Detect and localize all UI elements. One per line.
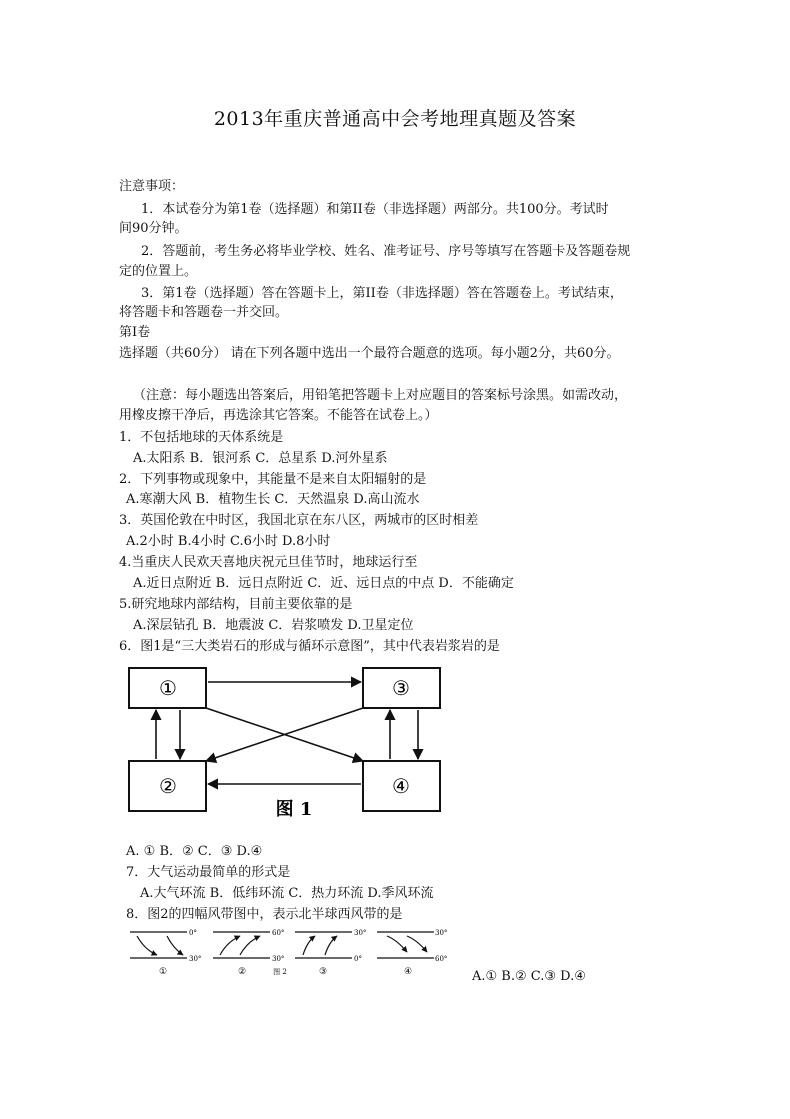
- question-7-options: A.大气环流 B．低纬环流 C．热力环流 D.季风环流: [140, 886, 434, 901]
- wind-panel-4: [377, 929, 447, 977]
- question-6: 6．图1是“三大类岩石的形成与循环示意图”，其中代表岩浆岩的是: [119, 639, 500, 654]
- note-line-6: 将答题卡和答题卷一并交回。: [119, 305, 289, 320]
- rock-cycle-diagram: [118, 660, 458, 830]
- wind-belt-diagram: [125, 922, 460, 984]
- question-2: 2．下列事物或现象中，其能量不是来自太阳辐射的是: [119, 472, 427, 487]
- panel-4-bottom-label: 60°: [435, 955, 448, 963]
- panel-1-bottom-label: 30°: [189, 955, 202, 963]
- panel-3-bottom-label: 0°: [354, 955, 362, 963]
- page-title: 2013年重庆普通高中会考地理真题及答案: [213, 108, 577, 130]
- note-line-3: 2．答题前，考生务必将毕业学校、姓名、准考证号、序号等填写在答题卡及答题卷规: [141, 244, 631, 259]
- question-3-options: A.2小时 B.4小时 C.6小时 D.8小时: [126, 534, 331, 549]
- note-line-1: 1．本试卷分为第1卷（选择题）和第II卷（非选择题）两部分。共100分。考试时: [141, 202, 609, 217]
- figure-2-caption: 图 2: [273, 968, 287, 976]
- panel-4-top-label: 30°: [435, 929, 448, 937]
- question-2-options: A.寒潮大风 B．植物生长 C．天然温泉 D.高山流水: [126, 492, 420, 507]
- box-3-label: ③: [392, 676, 410, 700]
- wind-panel-2: [213, 929, 287, 977]
- question-8: 8．图2的四幅风带图中，表示北半球西风带的是: [126, 907, 403, 922]
- panel-3-top-label: 30°: [354, 929, 367, 937]
- box-2-label: ②: [159, 774, 177, 798]
- question-1-options: A.太阳系 B．银河系 C．总星系 D.河外星系: [133, 451, 388, 466]
- figure-1-caption: 图 1: [275, 799, 313, 820]
- question-5: 5.研究地球内部结构，目前主要依靠的是: [119, 597, 353, 612]
- answer-note-line-1: （注意：每小题选出答案后，用铅笔把答题卡上对应题目的答案标号涂黑。如需改动，: [133, 388, 628, 403]
- note-line-5: 3．第1卷（选择题）答在答题卡上，第II卷（非选择题）答在答题卷上。考试结束，: [141, 286, 623, 301]
- note-line-2: 间90分钟。: [119, 221, 188, 236]
- question-5-options: A.深层钻孔 B．地震波 C．岩浆喷发 D.卫星定位: [133, 618, 414, 633]
- wind-panel-1: [130, 929, 201, 977]
- question-4-options: A.近日点附近 B．远日点附近 C．近、远日点的中点 D．不能确定: [133, 576, 514, 591]
- question-1: 1．不包括地球的天体系统是: [119, 430, 284, 445]
- wind-panel-3: [295, 929, 366, 977]
- panel-2-top-label: 60°: [272, 929, 285, 937]
- question-3: 3．英国伦敦在中时区，我国北京在东八区，两城市的区时相差: [119, 513, 479, 528]
- answer-note-line-2: 用橡皮擦干净后，再选涂其它答案。不能答在试卷上。）: [119, 408, 438, 423]
- section-instruction: 选择题（共60分） 请在下列各题中选出一个最符合题意的选项。每小题2分，共60分。: [119, 346, 620, 361]
- panel-1-number: ①: [158, 967, 168, 977]
- panel-3-number: ③: [318, 967, 328, 977]
- question-7: 7．大气运动最简单的形式是: [126, 865, 291, 880]
- note-line-4: 定的位置上。: [119, 264, 198, 279]
- panel-2-number: ②: [237, 967, 247, 977]
- panel-1-top-label: 0°: [189, 929, 197, 937]
- panel-4-number: ④: [403, 967, 413, 977]
- panel-2-bottom-label: 30°: [272, 955, 285, 963]
- question-6-options: A. ① B．② C．③ D.④: [126, 844, 263, 859]
- question-4: 4.当重庆人民欢天喜地庆祝元旦佳节时，地球运行至: [119, 555, 418, 570]
- notes-heading: 注意事项：: [119, 179, 185, 194]
- volume-heading: 第I卷: [119, 325, 151, 340]
- box-1-label: ①: [159, 676, 177, 700]
- box-4-label: ④: [392, 774, 410, 798]
- question-8-options: A.① B.② C.③ D.④: [472, 969, 586, 984]
